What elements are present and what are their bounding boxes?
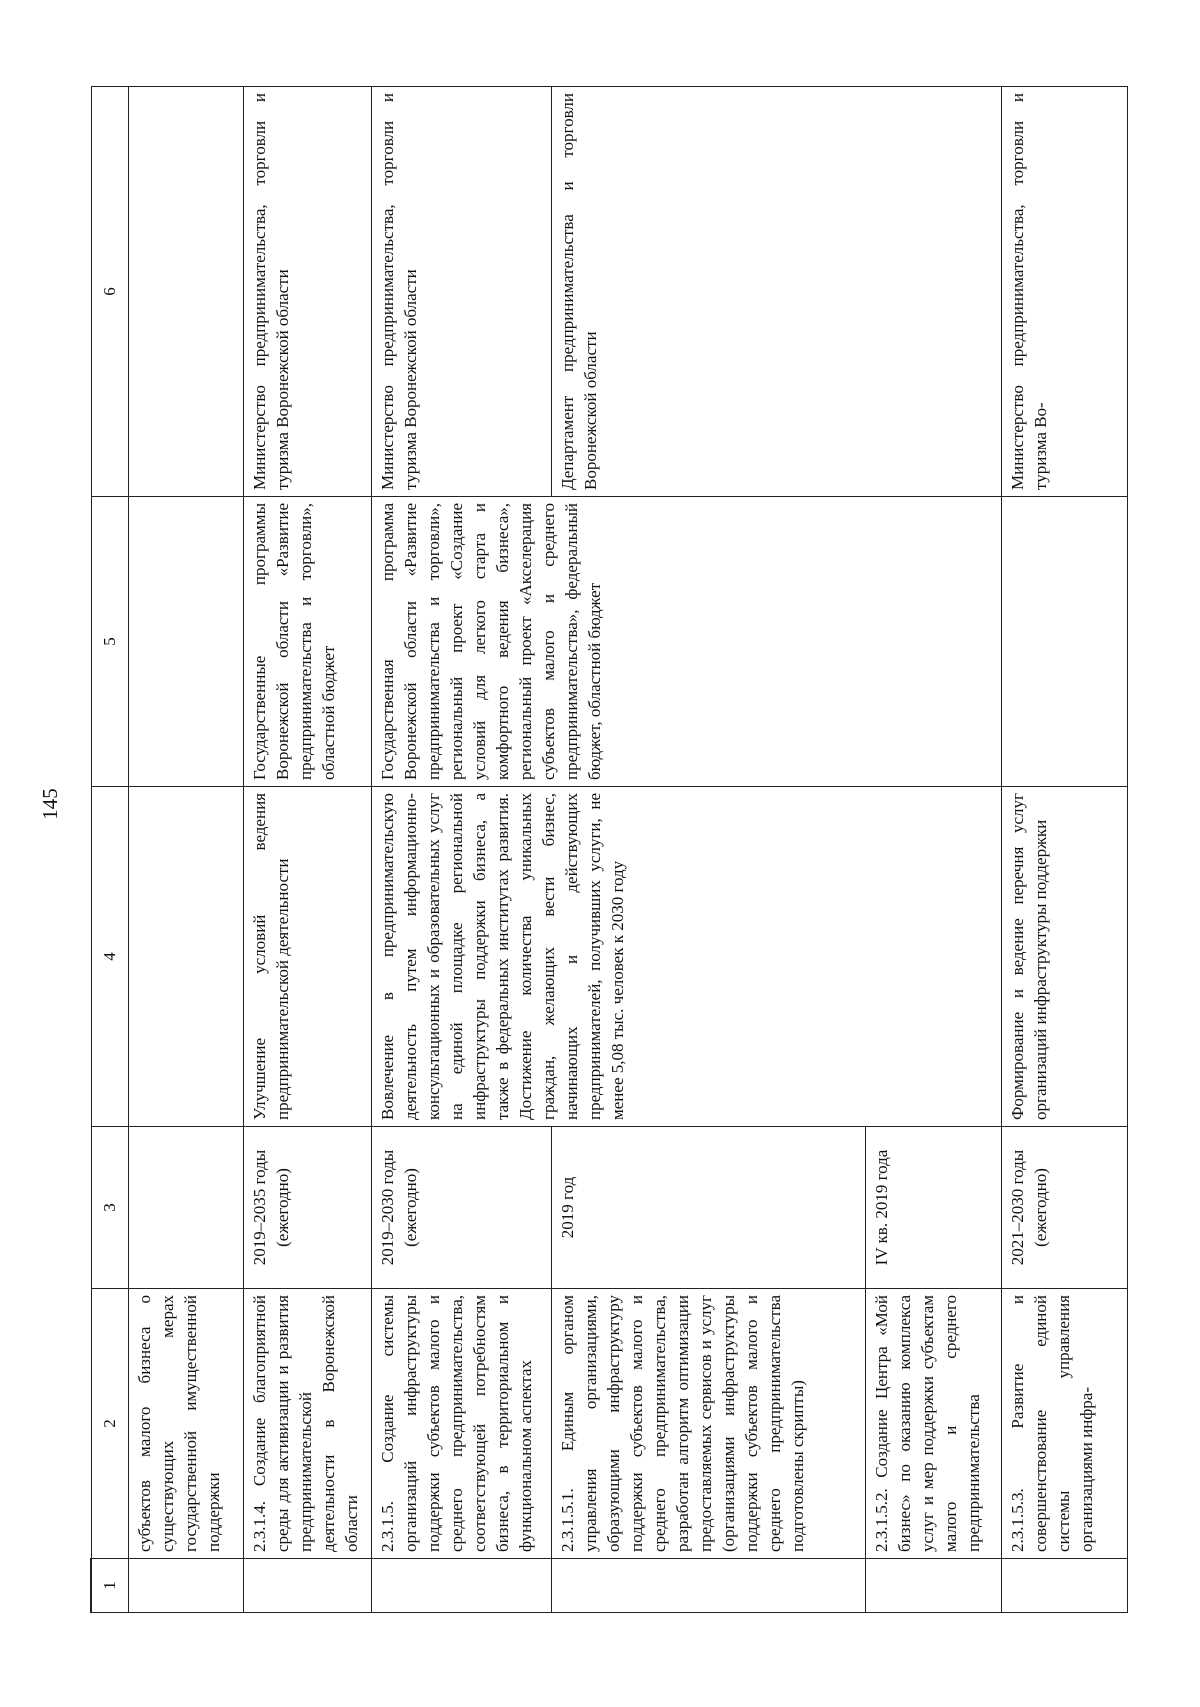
cell-measure: 2.3.1.5. Создание системы организаций инфраструктуры поддержки субъектов малого и среднего предпринимательства, соответствующей потребностям бизнеса, в территориальном и функциональном аспектах (371, 1289, 551, 1559)
cell-source: Государственная программа Воронежской области «Развитие предпринимательства и торговли», региональный проект «Создание условий для легкого старта и комфортного ведения бизнеса», региональный проект «Акселерация субъектов малого и среднего предпринимательства», федеральный бюджет, областной бюджет (371, 497, 1002, 787)
header-cell: 5 (91, 497, 128, 787)
cell-measure: субъектов малого бизнеса о существующих мерах государственной имущественной поддержки (128, 1289, 243, 1559)
cell-result (128, 787, 243, 1127)
cell-index (1002, 1559, 1128, 1613)
header-cell: 1 (91, 1559, 128, 1613)
cell-responsible: Министерство предпринимательства, торговли и туризма Воронежской области (243, 87, 371, 497)
cell-measure: 2.3.1.5.3. Развитие и совершенствование единой системы управления организациями инфра- (1002, 1289, 1128, 1559)
cell-period: 2019–2030 годы (ежегодно) (371, 1127, 551, 1289)
cell-index (866, 1559, 1002, 1613)
cell-source (128, 497, 243, 787)
cell-source: Государственные программы Воронежской области «Развитие предпринимательства и торговли», областной бюджет (243, 497, 371, 787)
cell-period: 2019–2035 годы (ежегодно) (243, 1127, 371, 1289)
cell-period: IV кв. 2019 года (866, 1127, 1002, 1289)
cell-period: 2021–2030 годы (ежегодно) (1002, 1127, 1128, 1289)
table-row (1002, 87, 1128, 1613)
table-row (128, 87, 243, 1613)
header-cell: 2 (91, 1289, 128, 1559)
cell-period (128, 1127, 243, 1289)
page-number: 145 (38, 788, 62, 820)
cell-index (128, 1559, 243, 1613)
cell-measure: 2.3.1.5.2. Создание Центра «Мой бизнес» по оказанию комплекса услуг и мер поддержки субъектам малого и среднего предпринимательства (866, 1289, 1002, 1559)
cell-result: Вовлечение в предпринимательскую деятельность путем информационно-консультационных и образовательных услуг на единой площадке региональной инфраструктуры поддержки бизнеса, а также в федеральных институтах развития. Достижение количества уникальных граждан, желающих вести бизнес, начинающих и действующих предпринимателей, получивших услуги, не менее 5,08 тыс. человек к 2030 году (371, 787, 1002, 1127)
header-cell: 3 (91, 1127, 128, 1289)
cell-period: 2019 год (551, 1127, 865, 1289)
cell-responsible (128, 87, 243, 497)
cell-result: Улучшение условий ведения предпринимательской деятельности (243, 787, 371, 1127)
cell-measure: 2.3.1.4. Создание благоприятной среды для активизации и развития предпринимательской деятельности в Воронежской области (243, 1289, 371, 1559)
cell-index (551, 1559, 865, 1613)
cell-index (371, 1559, 551, 1613)
table-row (371, 87, 551, 1613)
header-cell: 4 (91, 787, 128, 1127)
table-row (243, 87, 371, 1613)
cell-measure: 2.3.1.5.1. Единым органом управления организациями, образующими инфраструктуру поддержки субъектов малого и среднего предпринимательства, разработан алгоритм оптимизации предоставляемых сервисов и услуг (организациями инфраструктуры поддержки субъектов малого и среднего предпринимательства подготовлены скрипты) (551, 1289, 865, 1559)
table-header-row (91, 87, 128, 1613)
header-cell: 6 (91, 87, 128, 497)
cell-responsible: Департамент предпринимательства и торговли Воронежской области (551, 87, 1001, 497)
cell-result: Формирование и ведение перечня услуг организаций инфраструктуры поддержки (1002, 787, 1128, 1127)
cell-responsible: Министерство предпринимательства, торговли и туризма Воронежской области (371, 87, 551, 497)
plan-table (90, 86, 1128, 1613)
cell-responsible: Министерство предпринимательства, торговли и туризма Во- (1002, 87, 1128, 497)
cell-index (243, 1559, 371, 1613)
cell-source (1002, 497, 1128, 787)
